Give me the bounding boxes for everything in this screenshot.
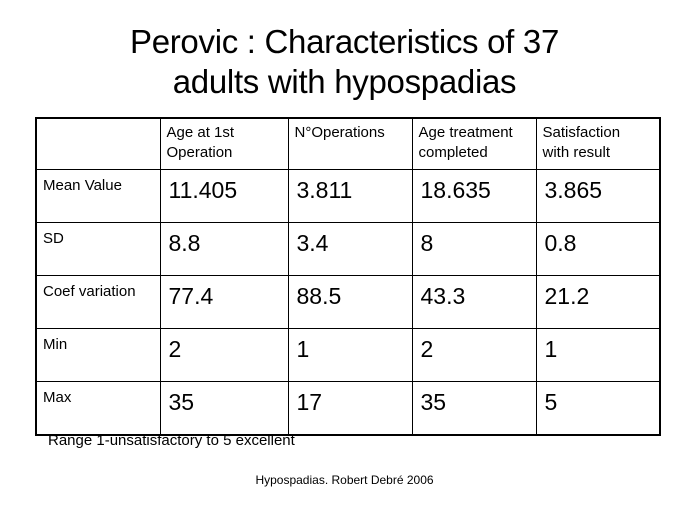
- table-cell: [412, 223, 536, 276]
- cell-value: 1: [296, 336, 310, 362]
- header-cell-corner: [36, 118, 160, 170]
- table-cell: [536, 382, 660, 436]
- table-cell: [288, 329, 412, 382]
- cell-value: 3.4: [296, 230, 329, 256]
- table-cell: [288, 382, 412, 436]
- table-cell: [412, 276, 536, 329]
- cell-value: 21.2: [544, 283, 590, 309]
- column-header-satisfaction: Satisfaction with result: [542, 124, 621, 161]
- cell-value: 3.865: [544, 177, 603, 203]
- table-row: [36, 382, 660, 436]
- table-row: [36, 170, 660, 223]
- table-cell: [536, 223, 660, 276]
- column-header-number-operations: N°Operations: [294, 124, 385, 141]
- table-cell: [160, 170, 288, 223]
- header-cell: [536, 118, 660, 170]
- table-cell: [536, 170, 660, 223]
- column-header-age-first-operation: Age at 1st Operation: [166, 124, 235, 161]
- cell-value: 77.4: [168, 283, 214, 309]
- cell-value: 2: [420, 336, 434, 362]
- row-label-coef-variation: Coef variation: [43, 283, 136, 300]
- table-cell: [160, 223, 288, 276]
- row-label-cell: [36, 223, 160, 276]
- cell-value: 11.405: [168, 177, 238, 203]
- table-cell: [536, 276, 660, 329]
- cell-value: 2: [168, 336, 182, 362]
- header-cell: [288, 118, 412, 170]
- range-note: Range 1-unsatisfactory to 5 excellent: [48, 432, 295, 449]
- slide-title-line-1: Perovic : Characteristics of 37: [129, 23, 560, 60]
- header-cell: [412, 118, 536, 170]
- row-label-sd: SD: [43, 230, 64, 247]
- table-cell: [412, 329, 536, 382]
- row-label-max: Max: [43, 389, 72, 406]
- row-label-cell: [36, 276, 160, 329]
- row-label-min: Min: [43, 336, 68, 353]
- cell-value: 43.3: [420, 283, 466, 309]
- table-cell: [536, 329, 660, 382]
- cell-value: 5: [544, 389, 558, 415]
- cell-value: 35: [420, 389, 447, 415]
- header-cell: [160, 118, 288, 170]
- table-cell: [288, 170, 412, 223]
- row-label-cell: [36, 382, 160, 436]
- table-cell: [412, 170, 536, 223]
- table-cell: [288, 276, 412, 329]
- table-header-row: [36, 118, 660, 170]
- cell-value: 88.5: [296, 283, 342, 309]
- table-cell: [160, 329, 288, 382]
- cell-value: 3.811: [296, 177, 353, 203]
- table-row: [36, 223, 660, 276]
- table-cell: [412, 382, 536, 436]
- row-label-mean-value: Mean Value: [43, 177, 122, 194]
- cell-value: 18.635: [420, 177, 491, 203]
- slide-title: [0, 22, 689, 102]
- cell-value: 0.8: [544, 230, 577, 256]
- table-row: [36, 329, 660, 382]
- slide-title-line-2: adults with hypospadias: [172, 63, 517, 100]
- column-header-age-treatment-completed: Age treatment completed: [418, 124, 513, 161]
- table-cell: [160, 382, 288, 436]
- table-cell: [160, 276, 288, 329]
- row-label-cell: [36, 329, 160, 382]
- cell-value: 8.8: [168, 230, 201, 256]
- characteristics-table: [35, 117, 661, 436]
- slide-footer: Hypospadias. Robert Debré 2006: [255, 473, 434, 487]
- cell-value: 8: [420, 230, 434, 256]
- cell-value: 35: [168, 389, 195, 415]
- table-row: [36, 276, 660, 329]
- cell-value: 17: [296, 389, 323, 415]
- cell-value: 1: [544, 336, 558, 362]
- row-label-cell: [36, 170, 160, 223]
- table-cell: [288, 223, 412, 276]
